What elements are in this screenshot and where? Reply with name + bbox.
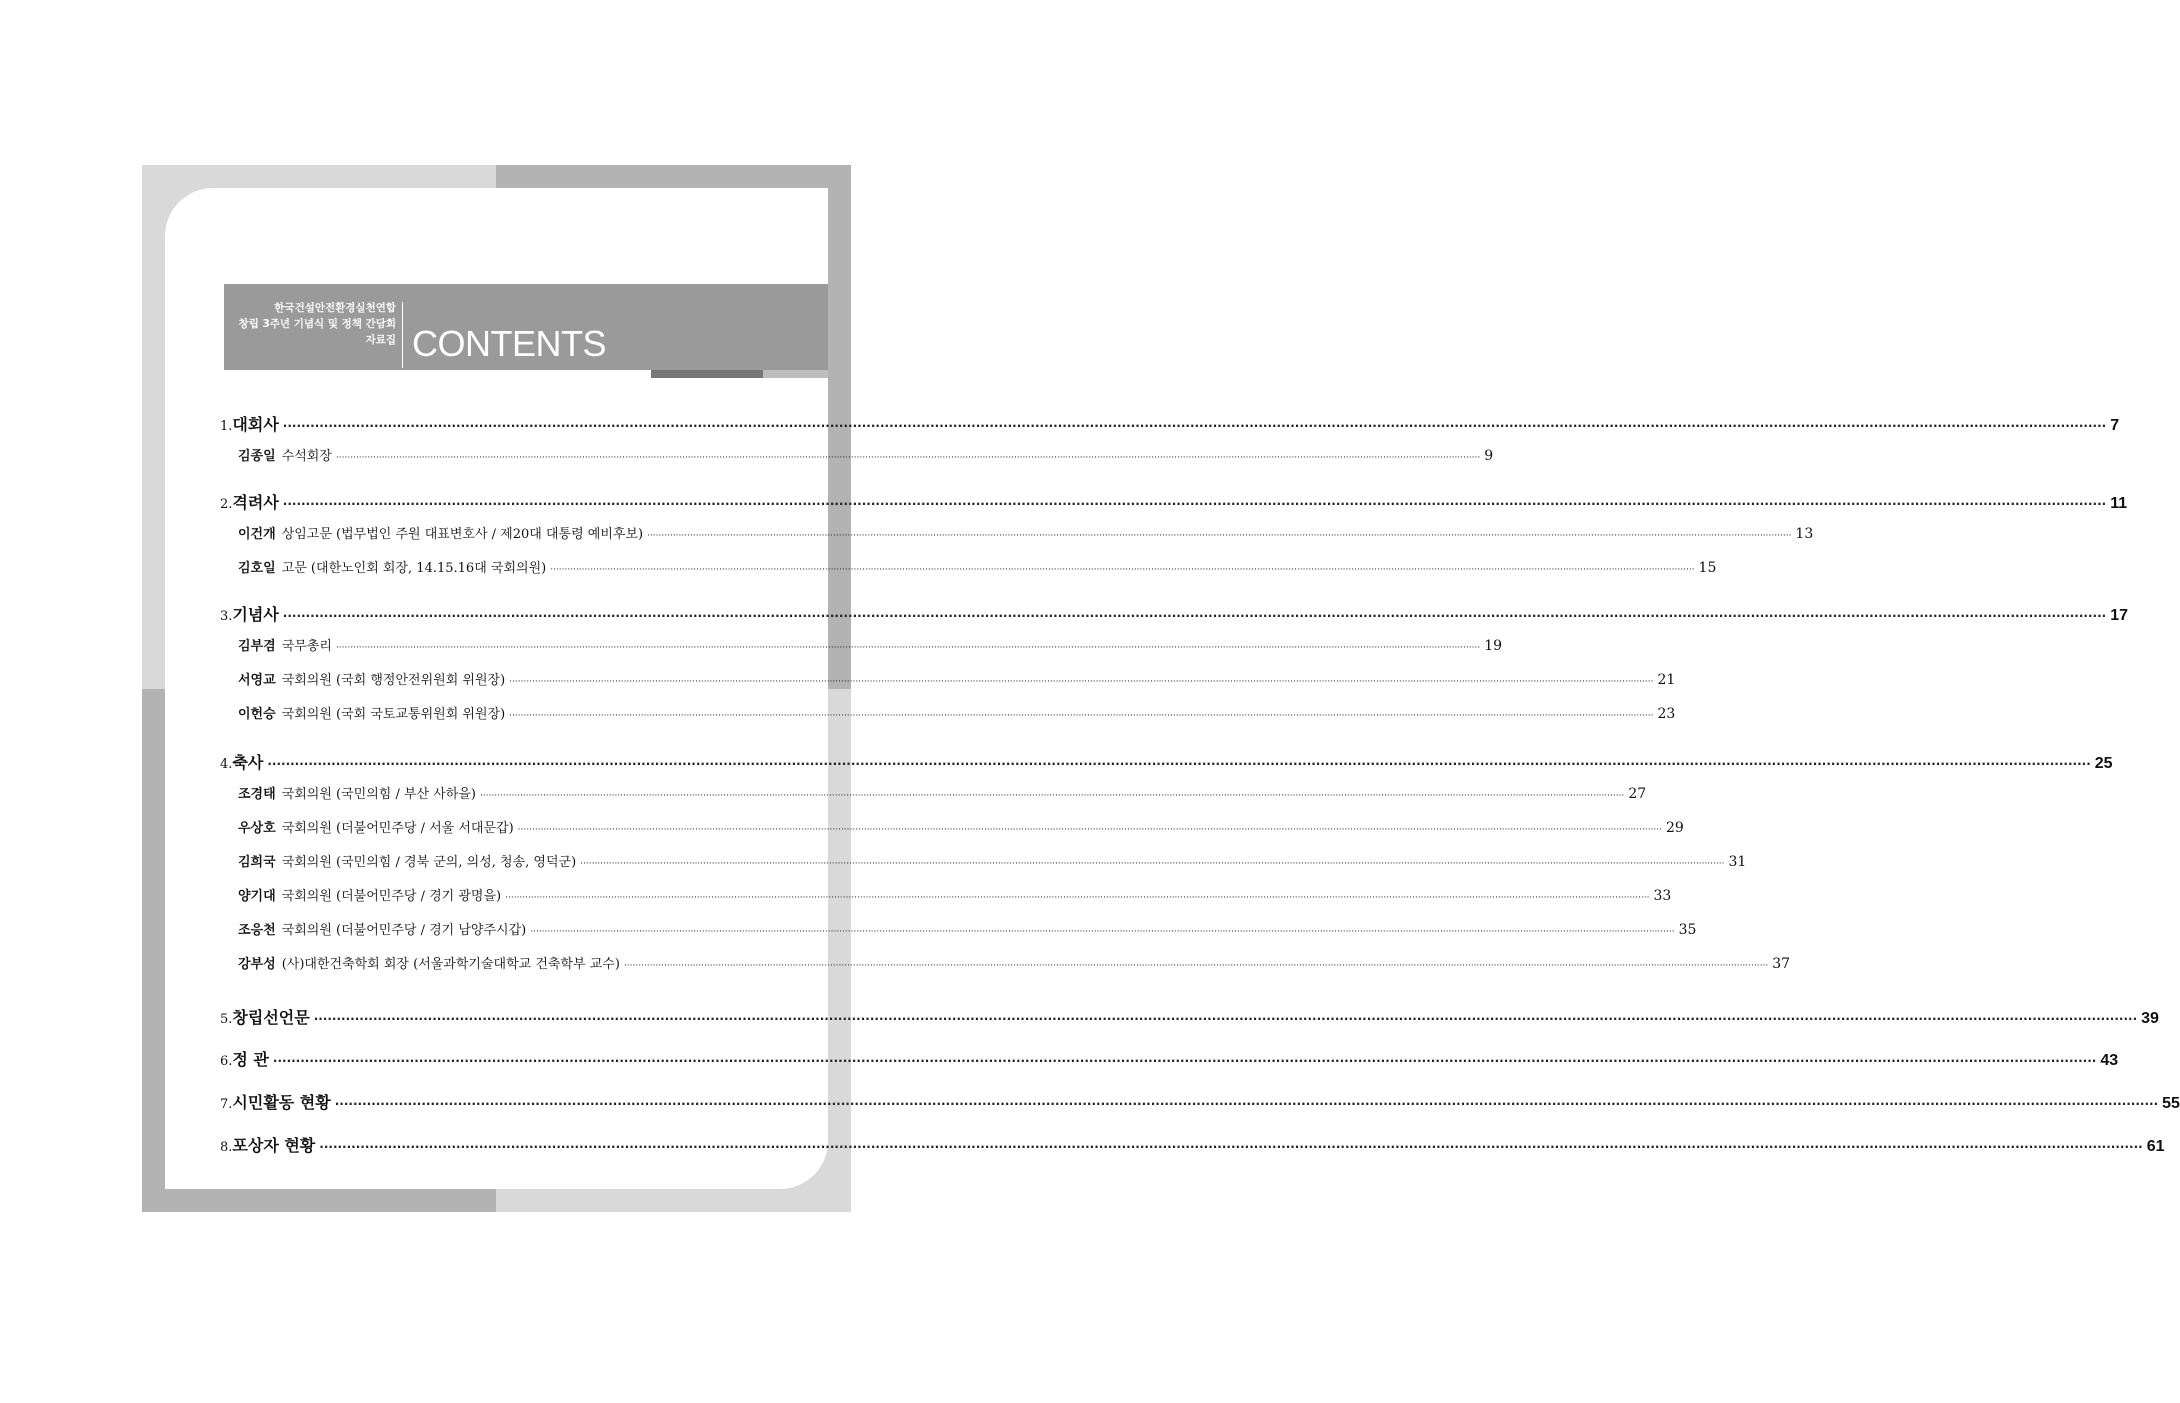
toc-section-row[interactable] xyxy=(220,750,2113,773)
toc-section-row[interactable] xyxy=(220,412,2120,435)
section-number: 2. xyxy=(220,497,233,512)
entry-description: 국회의원 (더불어민주당 / 경기 광명을) xyxy=(281,889,502,904)
dot-leader: ················································································································································································································································································································································································································ xyxy=(319,1140,2143,1154)
entry-speaker-name: 김호일 xyxy=(238,561,276,576)
toc-entry-row[interactable] xyxy=(238,953,1791,972)
dot-leader: ················································································································································································································································································································································································································ xyxy=(530,927,1675,937)
page-number: 25 xyxy=(2094,755,2113,772)
org-line: 창립 3주년 기념식 및 정책 간담회 xyxy=(238,318,396,330)
entry-description: 상임고문 (법무법인 주원 대표변호사 / 제20대 대통령 예비후보) xyxy=(281,527,644,542)
entry-description: 국무총리 xyxy=(281,639,332,654)
section-number: 1. xyxy=(220,419,233,434)
page-number: 23 xyxy=(1657,706,1676,722)
entry-description: 국회의원 (국회 국토교통위원회 위원장) xyxy=(281,707,506,722)
toc-entry-row[interactable] xyxy=(238,851,1747,870)
entry-description: 고문 (대한노인회 회장, 14.15.16대 국회의원) xyxy=(281,561,547,576)
toc-section-row[interactable] xyxy=(220,1047,2119,1070)
toc-entry-row[interactable] xyxy=(238,817,1684,836)
entry-speaker-name: 강부성 xyxy=(238,957,276,972)
page-number: 15 xyxy=(1698,560,1717,576)
page-number: 21 xyxy=(1657,672,1676,688)
dot-leader: ················································································································································································································································································································································································································ xyxy=(272,1054,2097,1068)
dot-leader: ················································································································································································································································································································································································································ xyxy=(517,825,1663,835)
page-number: 55 xyxy=(2162,1095,2180,1112)
dot-leader: ················································································································································································································································································································································································································ xyxy=(335,453,1481,463)
entry-speaker-name: 조경태 xyxy=(238,787,276,802)
toc-entry-row[interactable] xyxy=(238,885,1672,904)
dot-leader: ················································································································································································································································································································································································································ xyxy=(282,609,2107,623)
page-number: 29 xyxy=(1666,820,1684,836)
page-number: 43 xyxy=(2100,1052,2119,1069)
toc-entry-row[interactable] xyxy=(238,783,1647,802)
entry-description: 국회의원 (더불어민주당 / 경기 남양주시갑) xyxy=(281,923,527,938)
page-number: 27 xyxy=(1628,786,1647,802)
dot-leader: ················································································································································································································································································································································································································ xyxy=(550,565,1695,575)
page-number: 17 xyxy=(2110,607,2129,624)
section-title: 대회사 xyxy=(232,415,279,434)
entry-description: 수석회장 xyxy=(281,449,332,464)
section-title: 창립선언문 xyxy=(232,1008,310,1027)
entry-speaker-name: 양기대 xyxy=(238,889,276,904)
dot-leader: ················································································································································································································································································································································································································ xyxy=(647,531,1792,541)
toc-section-row[interactable] xyxy=(220,1005,2159,1028)
page-number: 9 xyxy=(1484,448,1494,464)
entry-description: (사)대한건축학회 회장 (서울과학기술대학교 건축학부 교수) xyxy=(281,957,620,972)
contents-title: CONTENTS xyxy=(412,323,606,364)
toc-entry-row[interactable] xyxy=(238,557,1717,576)
toc-section-row[interactable] xyxy=(220,490,2128,513)
entry-speaker-name: 이헌승 xyxy=(238,707,276,722)
toc-section-row[interactable] xyxy=(220,602,2129,625)
section-title: 축사 xyxy=(232,753,264,772)
entry-description: 국회의원 (국민의힘 / 부산 사하을) xyxy=(281,787,476,802)
section-number: 8. xyxy=(220,1140,233,1155)
entry-speaker-name: 우상호 xyxy=(238,821,276,836)
section-number: 3. xyxy=(220,609,233,624)
page-number: 11 xyxy=(2110,495,2128,512)
dot-leader: ················································································································································································································································································································································································································ xyxy=(623,961,1769,971)
toc-entry-row[interactable] xyxy=(238,919,1697,938)
dot-leader: ················································································································································································································································································································································································································ xyxy=(505,893,1650,903)
dot-leader: ················································································································································································································································································································································································································ xyxy=(267,757,2091,771)
dot-leader: ················································································································································································································································································································································································································ xyxy=(509,677,1654,687)
org-line: 자료집 xyxy=(365,334,396,346)
toc-section-row[interactable] xyxy=(220,1133,2165,1156)
page-number: 31 xyxy=(1728,854,1747,870)
dot-leader: ················································································································································································································································································································································································································ xyxy=(334,1097,2159,1111)
page-number: 35 xyxy=(1678,922,1697,938)
entry-speaker-name: 이건개 xyxy=(238,527,276,542)
dot-leader: ················································································································································································································································································································································································································ xyxy=(509,711,1654,721)
page-number: 61 xyxy=(2146,1138,2165,1155)
entry-speaker-name: 조응천 xyxy=(238,923,276,938)
dot-leader: ················································································································································································································································································································································································································ xyxy=(480,791,1625,801)
section-title: 시민활동 현황 xyxy=(232,1093,331,1112)
toc-entry-row[interactable] xyxy=(238,445,1494,464)
page-number: 39 xyxy=(2141,1010,2159,1027)
section-title: 격려사 xyxy=(232,493,279,512)
dot-leader: ················································································································································································································································································································································································································ xyxy=(580,859,1725,869)
toc-entry-row[interactable] xyxy=(238,703,1676,722)
entry-description: 국회의원 (국회 행정안전위원회 위원장) xyxy=(281,673,506,688)
dot-leader: ················································································································································································································································································································································································································ xyxy=(282,419,2107,433)
entry-speaker-name: 김종일 xyxy=(238,449,276,464)
page-number: 7 xyxy=(2110,417,2120,434)
toc-entry-row[interactable] xyxy=(238,669,1676,688)
toc-entry-row[interactable] xyxy=(238,523,1814,542)
section-number: 6. xyxy=(220,1054,233,1069)
dot-leader: ················································································································································································································································································································································································································ xyxy=(282,497,2107,511)
section-title: 포상자 현황 xyxy=(232,1136,316,1155)
page-number: 33 xyxy=(1653,888,1672,904)
page-number: 13 xyxy=(1795,526,1814,542)
section-number: 4. xyxy=(220,757,233,772)
entry-speaker-name: 서영교 xyxy=(238,673,276,688)
toc-section-row[interactable] xyxy=(220,1090,2180,1113)
entry-description: 국회의원 (국민의힘 / 경북 군의, 의성, 청송, 영덕군) xyxy=(281,855,577,870)
section-title: 정 관 xyxy=(232,1050,269,1069)
page-number: 19 xyxy=(1484,638,1503,654)
toc-entry-row[interactable] xyxy=(238,635,1503,654)
org-line: 한국건설안전환경실천연합 xyxy=(274,302,396,314)
entry-speaker-name: 김부겸 xyxy=(238,639,276,654)
section-number: 7. xyxy=(220,1097,233,1112)
entry-speaker-name: 김희국 xyxy=(238,855,276,870)
entry-description: 국회의원 (더불어민주당 / 서울 서대문갑) xyxy=(281,821,514,836)
section-number: 5. xyxy=(220,1012,233,1027)
dot-leader: ················································································································································································································································································································································································································ xyxy=(335,643,1481,653)
section-title: 기념사 xyxy=(232,605,279,624)
page-number: 37 xyxy=(1772,956,1791,972)
dot-leader: ················································································································································································································································································································································································································ xyxy=(313,1012,2138,1026)
